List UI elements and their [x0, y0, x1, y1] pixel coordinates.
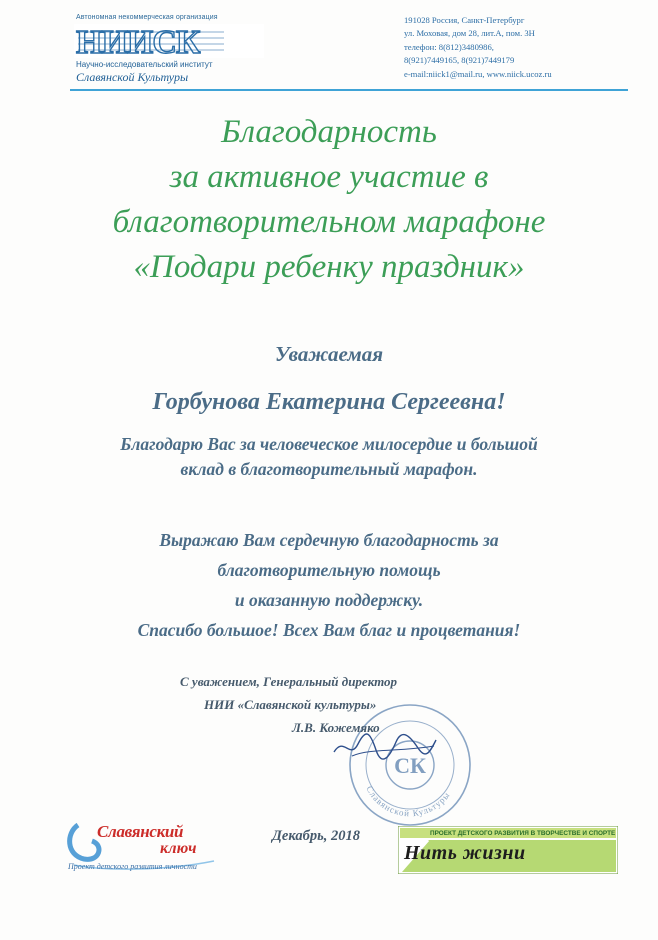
paragraph-line: вклад в благотворительный марафон.: [180, 459, 478, 479]
signature-line-3: Л.В. Кожемяко: [292, 720, 380, 735]
paragraph-line: Благодарю Вас за человеческое милосердие и большой: [120, 434, 538, 454]
institute-logo: [74, 24, 264, 58]
header-divider: [70, 89, 628, 91]
right-logo-name: Нить жизни: [404, 842, 526, 864]
paragraph-line: благотворительную помощь: [217, 560, 441, 580]
right-logo-tagline: ПРОЕКТ ДЕТСКОГО РАЗВИТИЯ В ТВОРЧЕСТВЕ И СПОРТЕ: [430, 830, 616, 837]
stamp-center-text: СК: [394, 753, 426, 778]
paragraph-line: и оказанную поддержку.: [234, 590, 424, 610]
greeting: Уважаемая: [274, 342, 384, 366]
title-line: Благодарность: [221, 114, 437, 150]
contact-line: e-mail:niick1@mail.ru, www.niick.ucoz.ru: [404, 68, 552, 79]
title-line: за активное участие в: [169, 159, 489, 195]
paragraph-2: [0, 525, 658, 645]
contact-line: телефон: 8(812)3480986,: [404, 41, 494, 52]
left-logo-name-2: ключ: [160, 840, 197, 857]
contact-line: 191028 Россия, Санкт-Петербург: [404, 15, 525, 25]
paragraph-line: Спасибо большое! Всех Вам благ и процветания!: [137, 620, 521, 640]
contact-line: ул. Моховая, дом 28, лит.А, пом. 3Н: [404, 28, 535, 39]
institute-name-line2: Славянской Культуры: [76, 70, 189, 84]
letter-title: [0, 110, 658, 290]
left-logo-tagline: Проект детского развития личности: [68, 862, 197, 871]
institute-name-line1: Научно-исследовательский институт: [76, 60, 213, 69]
stamp-ring-text: Славянской Культуры: [364, 784, 452, 819]
contact-block: [404, 14, 624, 81]
svg-text:НИИСК: НИИСК: [76, 24, 200, 58]
title-line: «Подари ребенку праздник»: [133, 249, 525, 285]
org-type-label: Автономная некоммерческая организация: [76, 14, 218, 21]
paragraph-line: Выражаю Вам сердечную благодарность за: [159, 530, 499, 550]
title-line: благотворительном марафоне: [112, 204, 546, 240]
recipient-name: Горбунова Екатерина Сергеевна!: [152, 389, 506, 415]
signature-line-1: С уважением, Генеральный директор: [180, 674, 398, 689]
letter-date: Декабрь, 2018: [272, 828, 360, 844]
signature-line-2: НИИ «Славянской культуры»: [204, 697, 377, 712]
contact-line: 8(921)7449165, 8(921)7449179: [404, 55, 515, 66]
left-logo-name-1: Славянский: [97, 822, 184, 841]
paragraph-1: [0, 432, 658, 482]
